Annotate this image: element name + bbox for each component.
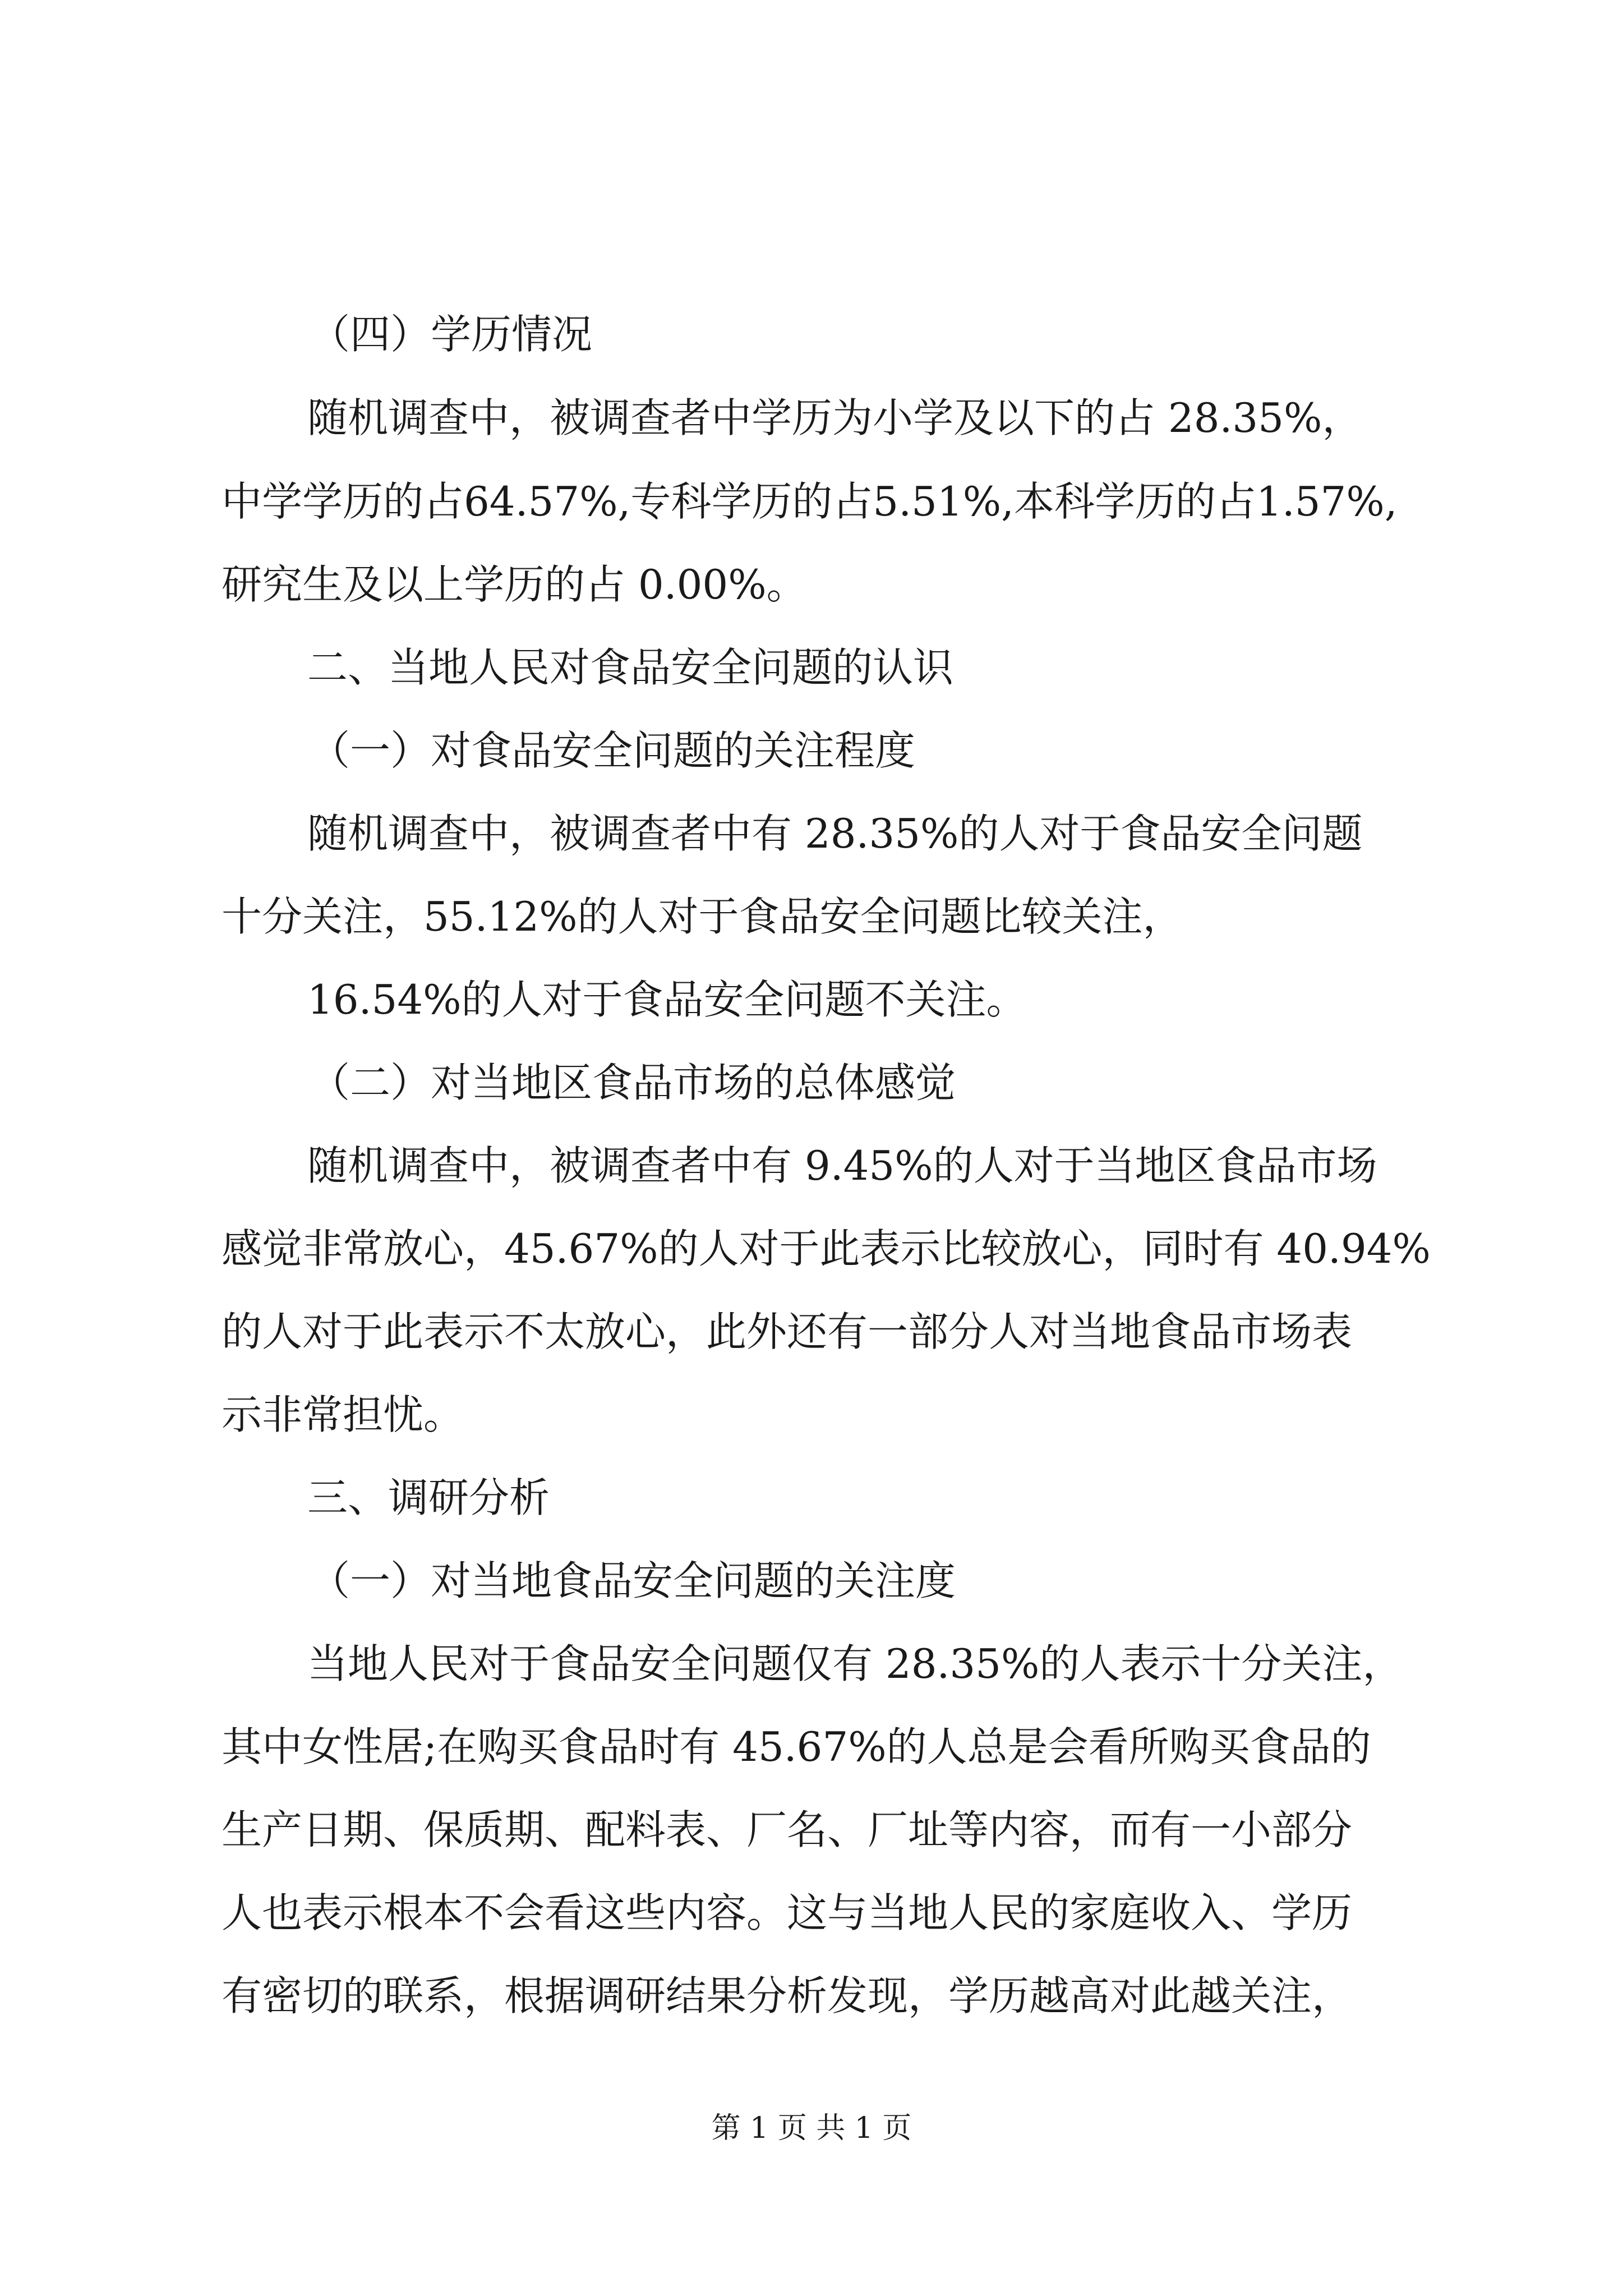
- subheading-attention: （一）对食品安全问题的关注程度: [310, 727, 916, 774]
- paragraph-line: 有密切的联系，根据调研结果分析发现，学历越高对此越关注，: [222, 1972, 1353, 2019]
- paragraph-line: 生产日期、保质期、配料表、厂名、厂址等内容，而有一小部分: [222, 1806, 1353, 1853]
- subheading-local-attention: （一）对当地食品安全问题的关注度: [310, 1557, 956, 1604]
- paragraph-line: 感觉非常放心，45.67%的人对于此表示比较放心，同时有 40.94%: [222, 1225, 1431, 1272]
- subheading-education: （四）学历情况: [310, 311, 593, 358]
- paragraph-line: 十分关注，55.12%的人对于食品安全问题比较关注，: [222, 893, 1183, 940]
- paragraph-line: 的人对于此表示不太放心，此外还有一部分人对当地食品市场表: [222, 1308, 1353, 1355]
- paragraph-line: 人也表示根本不会看这些内容。这与当地人民的家庭收入、学历: [222, 1889, 1353, 1936]
- paragraph-line: 当地人民对于食品安全问题仅有 28.35%的人表示十分关注，: [307, 1640, 1403, 1687]
- paragraph-line: 16.54%的人对于食品安全问题不关注。: [307, 976, 1027, 1023]
- paragraph-line: 随机调查中，被调查者中有 28.35%的人对于食品安全问题: [307, 810, 1363, 857]
- paragraph-line: 中学学历的占64.57%,专科学历的占5.51%,本科学历的占1.57%,: [222, 478, 1398, 525]
- subheading-market-feeling: （二）对当地区食品市场的总体感觉: [310, 1059, 956, 1106]
- paragraph-line: 随机调查中，被调查者中有 9.45%的人对于当地区食品市场: [307, 1142, 1377, 1189]
- paragraph-line: 研究生及以上学历的占 0.00%。: [222, 561, 807, 608]
- paragraph-line: 其中女性居;在购买食品时有 45.67%的人总是会看所购买食品的: [222, 1723, 1371, 1770]
- section-heading-3: 三、调研分析: [307, 1474, 550, 1521]
- paragraph-line: 示非常担忧。: [222, 1391, 464, 1438]
- page-footer: 第 1 页 共 1 页: [711, 2111, 912, 2145]
- section-heading-2: 二、当地人民对食品安全问题的认识: [307, 644, 954, 691]
- paragraph-line: 随机调查中，被调查者中学历为小学及以下的占 28.35%，: [307, 394, 1363, 441]
